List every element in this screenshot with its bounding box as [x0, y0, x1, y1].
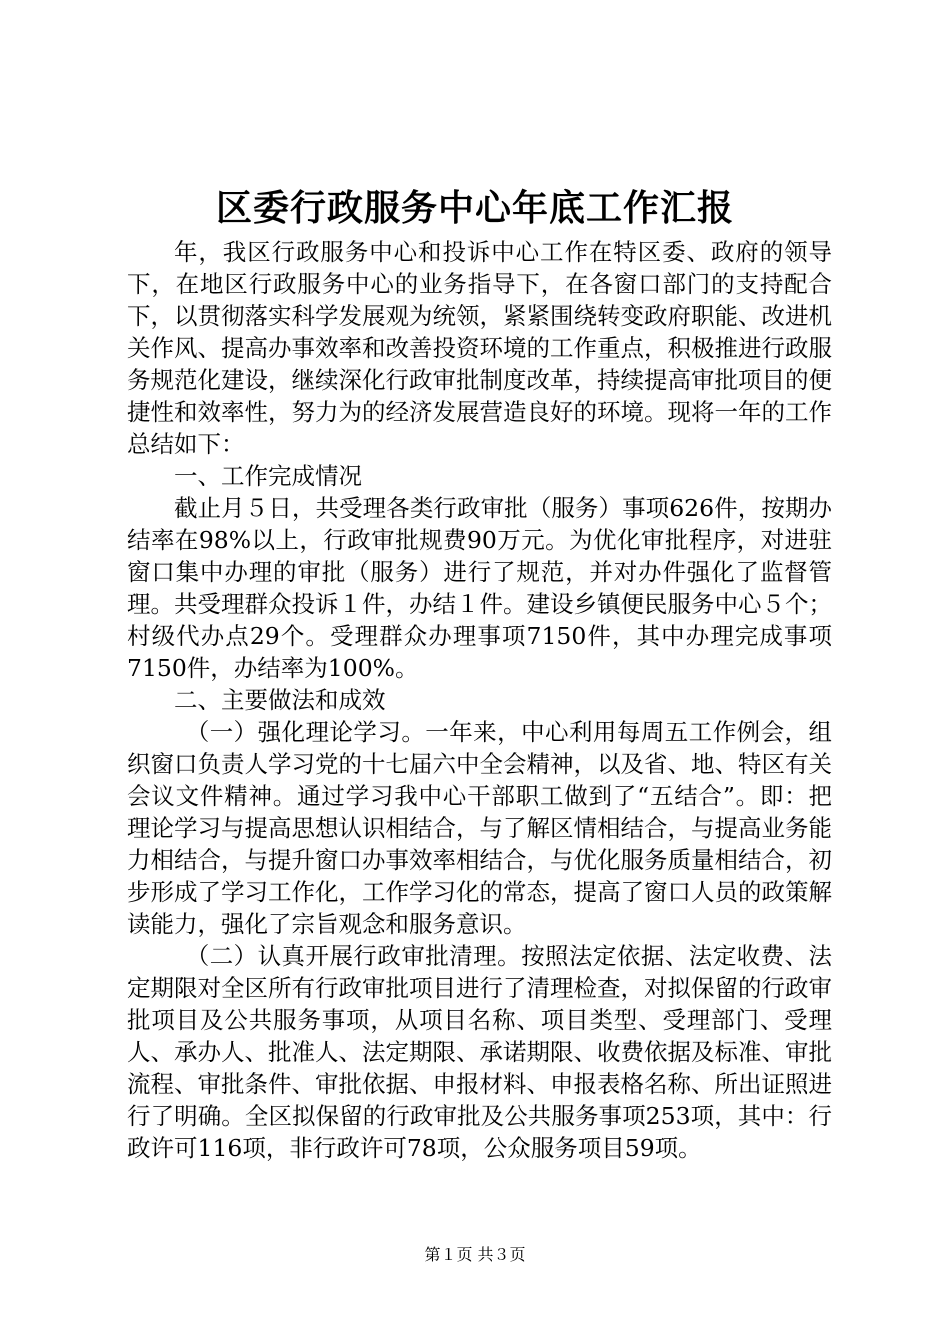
page-footer: 第１页 共３页 — [424, 1245, 526, 1264]
document-body — [127, 236, 832, 1164]
section-heading-1: 一、工作完成情况 — [174, 462, 362, 490]
subsection-2-paragraph: （二）认真开展行政审批清理。按照法定依据、法定收费、法定期限对全区所有行政审批项目进行了清理检查，对拟保留的行政审批项目及公共服务事项，从项目名称、项目类型、受理部门、受理人、承办人、批准人、法定期限、承诺期限、收费依据及标准、审批流程、审批条件、审批依据、申报材料、申报表格名称、所出证照进行了明确。全区拟保留的行政审批及公共服务事项253项，其中：行政许可116项，非行政许可78项，公众服务项目59项。 — [127, 942, 832, 1162]
section-heading-2: 二、主要做法和成效 — [174, 686, 386, 714]
section-1-paragraph: 截止月５日，共受理各类行政审批（服务）事项626件，按期办结率在98%以上，行政审批规费90万元。为优化审批程序，对进驻窗口集中办理的审批（服务）进行了规范，并对办件强化了监督管理。共受理群众投诉１件，办结１件。建设乡镇便民服务中心５个；村级代办点29个。受理群众办理事项7150件，其中办理完成事项7150件，办结率为100%。 — [127, 494, 832, 682]
intro-paragraph: 年，我区行政服务中心和投诉中心工作在特区委、政府的领导下，在地区行政服务中心的业务指导下，在各窗口部门的支持配合下，以贯彻落实科学发展观为统领，紧紧围绕转变政府职能、改进机关作风、提高办事效率和改善投资环境的工作重点，积极推进行政服务规范化建设，继续深化行政审批制度改革，持续提高审批项目的便捷性和效率性，努力为的经济发展营造良好的环境。现将一年的工作总结如下： — [127, 238, 832, 458]
page-title: 区委行政服务中心年底工作汇报 — [215, 187, 734, 229]
subsection-1-paragraph: （一）强化理论学习。一年来，中心利用每周五工作例会，组织窗口负责人学习党的十七届六中全会精神，以及省、地、特区有关会议文件精神。通过学习我中心干部职工做到了“五结合”。即：把理论学习与提高思想认识相结合，与了解区情相结合，与提高业务能力相结合，与提升窗口办事效率相结合，与优化服务质量相结合，初步形成了学习工作化，工作学习化的常态，提高了窗口人员的政策解读能力，强化了宗旨观念和服务意识。 — [127, 718, 832, 938]
